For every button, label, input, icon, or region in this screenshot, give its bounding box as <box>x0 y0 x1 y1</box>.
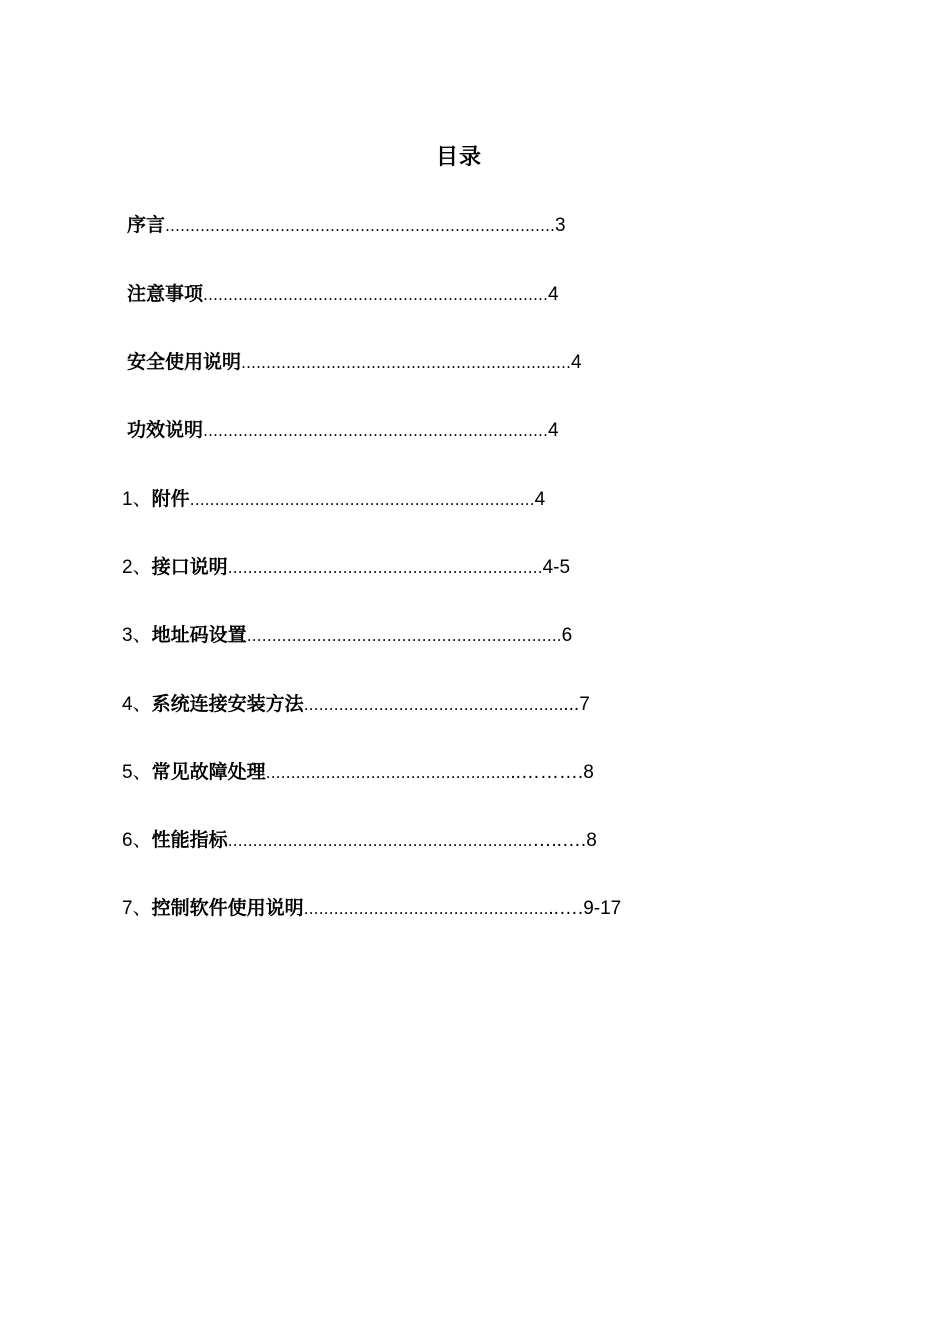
toc-leader-dots: ……………………………………………………… <box>246 627 562 645</box>
toc-page-number: 4-5 <box>542 557 571 578</box>
toc-entry-safety <box>127 348 582 376</box>
toc-entry-number: 2、 <box>122 557 152 578</box>
toc-page-number: ..….9-17 <box>548 898 622 919</box>
toc-entry-number: 6、 <box>122 830 152 851</box>
toc-entry-troubleshooting <box>122 758 594 786</box>
toc-leader-dots: …………………………………………. <box>265 764 511 782</box>
toc-leader-dots: ……………………………………………. <box>303 696 564 714</box>
toc-entry-label: 序言 <box>127 214 166 236</box>
toc-leader-dots: …………………………………………. <box>303 900 549 918</box>
toc-entry-software <box>122 894 621 922</box>
toc-page-number: 4 <box>548 420 559 441</box>
toc-entry-number: 4、 <box>122 694 152 715</box>
toc-entry-functions <box>127 416 559 444</box>
toc-entry-specifications <box>122 826 597 854</box>
page-title: 目录 <box>435 145 482 170</box>
toc-entry-address-code <box>122 621 572 649</box>
toc-page-number: 6 <box>561 625 573 646</box>
toc-entry-label: 功效说明 <box>127 419 204 441</box>
toc-leader-dots: …………………………………………………………………… <box>165 217 556 235</box>
toc-leader-dots: …………………………………………………………… <box>189 491 535 509</box>
toc-entry-label: 常见故障处理 <box>151 761 266 783</box>
toc-entry-preface <box>127 211 566 239</box>
toc-leader-dots: …………………………………………………………… <box>203 286 549 304</box>
toc-leader-dots: ……………………………………………………… <box>227 559 543 577</box>
toc-page-number: 4 <box>534 489 546 510</box>
toc-leader-dots: ……………………………………………………. <box>227 832 533 850</box>
toc-entry-accessories <box>122 485 545 513</box>
toc-entry-notes <box>127 280 559 308</box>
toc-page-number: 3 <box>555 215 566 236</box>
toc-entry-label: 注意事项 <box>127 283 204 305</box>
toc-leader-dots: …………………………………………………………… <box>203 422 549 440</box>
toc-page-number: ..……….8 <box>510 762 594 783</box>
toc-entry-number: 7、 <box>122 898 152 919</box>
toc-entry-label: 性能指标 <box>151 829 228 851</box>
toc-leader-dots: ………………………………………………………… <box>241 354 572 372</box>
toc-entry-interface <box>122 553 570 581</box>
toc-page-number: 4 <box>571 352 582 373</box>
toc-entry-label: 附件 <box>151 488 190 510</box>
toc-entry-number: 1、 <box>122 489 152 510</box>
toc-page-number: 4 <box>548 284 559 305</box>
toc-page-number: ...7 <box>563 694 590 715</box>
toc-entry-number: 3、 <box>122 625 152 646</box>
toc-entry-installation <box>122 690 590 718</box>
toc-entry-label: 安全使用说明 <box>127 351 242 373</box>
toc-entry-label: 控制软件使用说明 <box>151 897 304 919</box>
toc-entry-label: 系统连接安装方法 <box>151 693 304 715</box>
toc-entry-number: 5、 <box>122 762 152 783</box>
toc-page-number: …..….8 <box>532 830 597 851</box>
toc-entry-label: 地址码设置 <box>151 624 247 646</box>
toc-entry-label: 接口说明 <box>151 556 228 578</box>
